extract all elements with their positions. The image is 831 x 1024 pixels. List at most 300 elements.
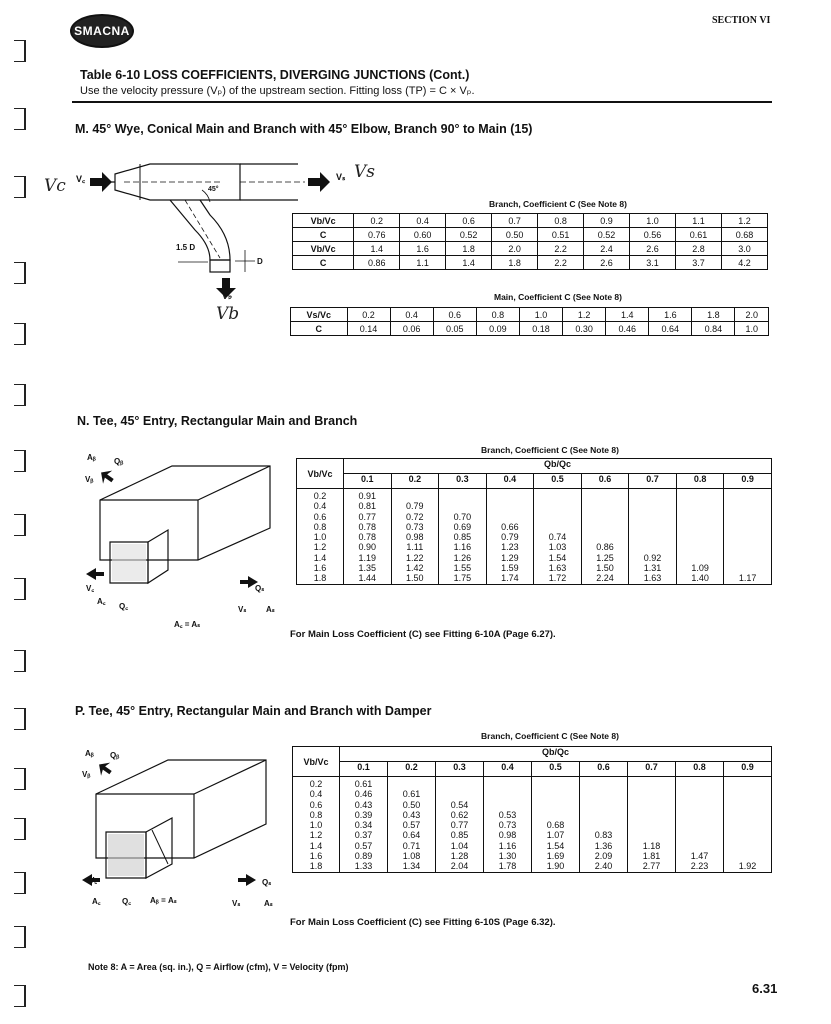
column-header: 0.8 <box>676 474 724 489</box>
row-labels <box>293 777 340 873</box>
table-cell <box>628 789 675 799</box>
table-cell <box>534 501 581 511</box>
tee-n-qc: Q꜀ <box>119 602 128 611</box>
arrow-icon <box>308 172 330 192</box>
binder-ring <box>14 650 26 672</box>
table-cell <box>629 491 676 501</box>
table-cell <box>628 779 675 789</box>
binder-ring <box>14 262 26 284</box>
value-column <box>724 777 772 873</box>
smacna-logo: SMACNA <box>70 14 134 48</box>
arrow-icon <box>86 568 104 580</box>
row-label: 1.8 <box>309 861 323 872</box>
table-cell: 0.53 <box>498 809 517 820</box>
table-cell: 0.85 <box>453 532 472 543</box>
table-cell: 0.76 <box>354 228 400 242</box>
table-cell: 0.09 <box>476 322 519 336</box>
column-header: 0.3 <box>439 474 487 489</box>
table-cell: 0.69 <box>453 521 472 532</box>
table-cell: 1.4 <box>354 242 400 256</box>
table-cell: 1.4 <box>446 256 492 270</box>
table-cell: 0.6 <box>433 308 476 322</box>
row-label: Vb/Vc <box>293 242 354 256</box>
row-label: 1.0 <box>313 532 327 543</box>
table-cell: 2.2 <box>538 242 584 256</box>
value-column <box>724 489 772 585</box>
table-cell <box>580 789 627 799</box>
table-cell: 0.78 <box>358 521 377 532</box>
column-header: 0.9 <box>724 474 772 489</box>
table-cell: 1.11 <box>406 542 424 553</box>
table-cell: 0.77 <box>450 820 469 831</box>
table-cell: 1.44 <box>358 573 377 584</box>
table-cell <box>534 522 581 532</box>
table-cell <box>580 810 627 820</box>
table-row <box>293 242 768 256</box>
value-column <box>436 777 484 873</box>
row-label: C <box>293 256 354 270</box>
binder-ring <box>14 708 26 730</box>
table-cell: 2.09 <box>594 851 613 862</box>
table-cell <box>724 800 771 810</box>
table-cell: 0.34 <box>354 820 373 831</box>
table-cell: 3.7 <box>676 256 722 270</box>
table-cell <box>580 779 627 789</box>
table-cell: 0.4 <box>400 214 446 228</box>
table-cell <box>388 779 435 789</box>
table-cell <box>532 789 579 799</box>
table-cell: 1.04 <box>450 840 469 851</box>
table-cell: 0.98 <box>406 532 424 543</box>
table-cell <box>580 820 627 830</box>
table-cell: 1.03 <box>548 542 567 553</box>
table-cell: 1.8 <box>692 308 735 322</box>
table-cell: 0.89 <box>354 851 373 862</box>
table-cell <box>676 789 723 799</box>
tee-n-ac: A꜀ <box>97 597 106 606</box>
table-cell: 0.66 <box>501 521 519 532</box>
column-header: 0.6 <box>581 474 629 489</box>
tee-p-footnote: For Main Loss Coefficient (C) see Fitting 6-10S (Page 6.32). <box>290 917 556 928</box>
table-cell: 1.69 <box>546 851 565 862</box>
title-rule <box>72 101 772 103</box>
table-cell: 1.78 <box>498 861 517 872</box>
binder-ring <box>14 384 26 406</box>
wye-vb-label: V♭ <box>222 291 233 301</box>
table-cell: 1.0 <box>630 214 676 228</box>
table-cell: 0.74 <box>548 532 567 543</box>
section-label: SECTION VI <box>712 15 771 26</box>
arrow-icon <box>90 172 112 192</box>
table-cell: 2.04 <box>450 861 469 872</box>
table-cell: 0.64 <box>649 322 692 336</box>
value-column <box>486 489 534 585</box>
table-cell <box>436 779 483 789</box>
tee-p-qb: Qᵦ <box>110 751 120 760</box>
table-cell: 0.8 <box>538 214 584 228</box>
section-m-title: M. 45° Wye, Conical Main and Branch with 45° Elbow, Branch 90° to Main (15) <box>75 122 533 136</box>
table-cell: 1.35 <box>358 563 377 574</box>
row-label: 0.8 <box>313 521 327 532</box>
table-cell: 0.85 <box>450 830 469 841</box>
table-cell: 0.60 <box>400 228 446 242</box>
wye-main-table <box>290 307 769 336</box>
table-cell: 2.77 <box>642 861 661 872</box>
table-row <box>293 256 768 270</box>
table-cell: 2.24 <box>596 573 614 584</box>
table-cell <box>677 522 724 532</box>
column-header: 0.2 <box>391 474 439 489</box>
table-cell: 1.6 <box>400 242 446 256</box>
table-cell: 1.28 <box>450 851 469 862</box>
table-cell <box>724 820 771 830</box>
table-cell: 1.55 <box>453 563 472 574</box>
table-cell: 1.75 <box>453 573 472 584</box>
table-cell <box>582 491 629 501</box>
tee-p-qs: Qₛ <box>262 878 272 887</box>
table-cell: 3.1 <box>630 256 676 270</box>
table-cell: 0.57 <box>402 820 421 831</box>
tee-p-eq: Aᵦ = Aₛ <box>150 896 177 905</box>
column-header: 0.1 <box>340 762 388 777</box>
table-cell: 1.1 <box>400 256 446 270</box>
table-cell: 1.34 <box>402 861 421 872</box>
table-cell: 2.40 <box>594 861 613 872</box>
table-cell: 2.0 <box>735 308 769 322</box>
row-label: 0.2 <box>309 779 323 789</box>
table-cell <box>436 789 483 799</box>
table-cell: 0.46 <box>606 322 649 336</box>
table-cell: 1.6 <box>649 308 692 322</box>
table-cell: 1.36 <box>594 840 613 851</box>
table-cell <box>676 830 723 840</box>
table-cell: 0.70 <box>453 511 472 522</box>
table-cell <box>724 789 771 799</box>
table-subtitle: Use the velocity pressure (Vₚ) of the upstream section. Fitting loss (TP) = C × Vₚ. <box>80 85 475 97</box>
table-cell: 0.73 <box>498 820 517 831</box>
table-cell: 1.50 <box>406 573 424 584</box>
table-cell: 2.23 <box>690 861 709 872</box>
row-label: 1.6 <box>313 563 327 574</box>
table-cell: 1.07 <box>546 830 565 841</box>
handwritten-vc: Vc <box>44 176 66 196</box>
table-cell: 0.52 <box>446 228 492 242</box>
table-cell <box>582 532 629 542</box>
column-header-row <box>293 762 772 777</box>
table-cell: 1.26 <box>453 552 472 563</box>
table-cell <box>676 779 723 789</box>
table-cell <box>439 501 486 511</box>
table-cell: 0.61 <box>354 779 373 789</box>
table-cell <box>676 841 723 851</box>
table-cell: 1.90 <box>546 861 565 872</box>
group-header: Qb/Qc <box>340 747 772 762</box>
table-cell: 0.43 <box>354 799 373 810</box>
row-label: 1.0 <box>309 820 323 831</box>
table-cell <box>724 841 771 851</box>
table-cell: 0.86 <box>354 256 400 270</box>
table-cell <box>724 553 771 563</box>
table-cell: 0.92 <box>643 552 662 563</box>
table-row <box>291 322 769 336</box>
table-cell <box>724 830 771 840</box>
table-cell: 1.30 <box>498 851 517 862</box>
value-column <box>344 489 392 585</box>
table-cell: 0.79 <box>406 501 424 512</box>
table-cell: 1.74 <box>501 573 519 584</box>
value-column <box>628 777 676 873</box>
table-cell: 0.06 <box>390 322 433 336</box>
table-cell: 1.40 <box>691 573 709 584</box>
table-cell: 0.50 <box>402 799 421 810</box>
table-cell: 1.08 <box>402 851 421 862</box>
table-cell <box>677 542 724 552</box>
row-label: 0.6 <box>309 799 323 810</box>
tee-p-vc: V꜀ <box>89 876 98 885</box>
table-cell: 0.72 <box>406 511 424 522</box>
table-cell: 0.54 <box>450 799 469 810</box>
table-cell <box>724 491 771 501</box>
header-row <box>297 459 772 474</box>
table-cell: 1.33 <box>354 861 373 872</box>
handwritten-vb: Vb <box>216 304 240 324</box>
table-cell: 1.81 <box>642 851 661 862</box>
table-cell: 1.4 <box>606 308 649 322</box>
note-8: Note 8: A = Area (sq. in.), Q = Airflow (cfm), V = Velocity (fpm) <box>88 962 349 972</box>
tee-p-ac: A꜀ <box>92 897 101 906</box>
table-cell: 1.8 <box>492 256 538 270</box>
row-label: C <box>293 228 354 242</box>
table-cell: 0.86 <box>596 542 614 553</box>
binder-ring <box>14 108 26 130</box>
table-cell: 0.30 <box>563 322 606 336</box>
table-cell <box>628 820 675 830</box>
table-cell <box>532 779 579 789</box>
binder-ring <box>14 514 26 536</box>
tee-n-vs: Vₛ <box>238 605 247 614</box>
table-cell: 0.05 <box>433 322 476 336</box>
table-cell <box>724 542 771 552</box>
binder-ring <box>14 450 26 472</box>
table-cell: 0.18 <box>519 322 562 336</box>
table-cell: 2.6 <box>630 242 676 256</box>
row-label: Vb/Vc <box>293 214 354 228</box>
page-number: 6.31 <box>752 981 778 996</box>
table-cell: 0.71 <box>402 840 421 851</box>
table-cell: 0.77 <box>358 511 377 522</box>
column-header: 0.7 <box>628 762 676 777</box>
table-cell <box>677 512 724 522</box>
table-cell <box>677 491 724 501</box>
table-cell: 1.17 <box>738 573 757 584</box>
value-column <box>484 777 532 873</box>
tee-n-eq: A꜀ = Aₛ <box>174 620 201 629</box>
row-label: 1.6 <box>309 851 323 862</box>
table-cell: 0.52 <box>584 228 630 242</box>
handwritten-vs: Vs <box>354 162 376 182</box>
table-cell <box>484 779 531 789</box>
table-cell: 1.1 <box>676 214 722 228</box>
value-column <box>340 777 388 873</box>
binder-ring <box>14 40 26 62</box>
arrow-icon <box>94 758 115 779</box>
column-header: 0.3 <box>436 762 484 777</box>
wye-branch-table <box>292 213 768 270</box>
table-cell: 0.62 <box>450 809 469 820</box>
table-cell: 0.61 <box>402 789 421 800</box>
table-cell: 1.92 <box>738 861 757 872</box>
tee-n-qs: Qₛ <box>255 584 265 593</box>
wye-vc-label: V꜀ <box>76 174 86 184</box>
table-cell <box>487 512 534 522</box>
table-cell: 0.68 <box>546 820 565 831</box>
binder-ring <box>14 768 26 790</box>
tee-n-qb: Qᵦ <box>114 457 124 466</box>
value-column <box>676 777 724 873</box>
table-cell <box>534 512 581 522</box>
table-cell <box>392 491 439 501</box>
tee-p-qc: Q꜀ <box>122 897 131 906</box>
column-header: 0.7 <box>629 474 677 489</box>
table-cell: 3.0 <box>721 242 767 256</box>
table-cell: 2.4 <box>584 242 630 256</box>
table-cell <box>676 810 723 820</box>
tee-diagram-n <box>80 448 290 628</box>
table-cell: 0.46 <box>354 789 373 800</box>
table-cell: 0.39 <box>354 809 373 820</box>
table-cell <box>677 553 724 563</box>
tee-n-ab: Aᵦ <box>87 453 96 462</box>
value-column <box>391 489 439 585</box>
section-p-title: P. Tee, 45° Entry, Rectangular Main and Branch with Damper <box>75 704 432 718</box>
table-cell <box>724 810 771 820</box>
value-column <box>676 489 724 585</box>
table-cell: 0.57 <box>354 840 373 851</box>
table-cell <box>439 491 486 501</box>
value-column <box>629 489 677 585</box>
tee-p-table <box>292 746 772 873</box>
table-cell: 0.43 <box>402 809 421 820</box>
binder-ring <box>14 176 26 198</box>
table-cell <box>629 522 676 532</box>
table-cell <box>724 501 771 511</box>
binder-ring <box>14 323 26 345</box>
table-cell: 1.2 <box>563 308 606 322</box>
table-cell: 0.14 <box>347 322 390 336</box>
wye-angle-label: 45° <box>208 186 219 193</box>
table-cell <box>487 491 534 501</box>
tee-p-caption: Branch, Coefficient C (See Note 8) <box>481 731 619 741</box>
table-cell: 0.6 <box>446 214 492 228</box>
value-column <box>388 777 436 873</box>
table-cell <box>582 501 629 511</box>
table-cell: 0.83 <box>594 830 613 841</box>
table-cell: 2.0 <box>492 242 538 256</box>
table-cell <box>724 532 771 542</box>
header-row <box>293 747 772 762</box>
row-label: 0.4 <box>309 789 323 800</box>
table-cell <box>582 512 629 522</box>
value-column <box>534 489 582 585</box>
table-cell: 0.91 <box>358 491 377 501</box>
table-cell: 0.78 <box>358 532 377 543</box>
tee-n-table <box>296 458 772 585</box>
table-cell: 0.79 <box>501 532 519 543</box>
column-header: 0.5 <box>534 474 582 489</box>
table-cell: 1.54 <box>546 840 565 851</box>
table-cell: 1.23 <box>501 542 519 553</box>
binder-ring <box>14 985 26 1007</box>
table-cell: 1.42 <box>406 563 424 574</box>
binder-ring <box>14 818 26 840</box>
column-header: 0.4 <box>486 474 534 489</box>
body-row <box>293 777 772 873</box>
table-cell: 1.63 <box>643 573 662 584</box>
value-column <box>532 777 580 873</box>
body-row <box>297 489 772 585</box>
table-cell <box>724 779 771 789</box>
table-row <box>291 308 769 322</box>
tee-n-as: Aₛ <box>266 605 275 614</box>
row-label: 0.6 <box>313 511 327 522</box>
column-header-row <box>297 474 772 489</box>
table-cell: 0.7 <box>492 214 538 228</box>
row-label: 1.2 <box>313 542 327 553</box>
tee-p-vb: Vᵦ <box>82 770 91 779</box>
value-column <box>439 489 487 585</box>
table-cell: 0.64 <box>402 830 421 841</box>
table-cell <box>676 800 723 810</box>
row-header: Vb/Vc <box>297 459 344 489</box>
column-header: 0.6 <box>580 762 628 777</box>
table-cell: 1.0 <box>519 308 562 322</box>
table-cell <box>487 501 534 511</box>
table-cell: 0.51 <box>538 228 584 242</box>
table-cell <box>628 800 675 810</box>
table-row <box>293 228 768 242</box>
column-header: 0.9 <box>724 762 772 777</box>
value-column <box>580 777 628 873</box>
row-label: 0.8 <box>309 809 323 820</box>
table-cell <box>484 789 531 799</box>
row-label: 1.4 <box>309 840 323 851</box>
column-header: 0.8 <box>676 762 724 777</box>
table-cell: 1.72 <box>548 573 567 584</box>
table-cell: 0.2 <box>354 214 400 228</box>
table-cell: 0.50 <box>492 228 538 242</box>
row-header: Vb/Vc <box>293 747 340 777</box>
table-cell <box>724 851 771 861</box>
binder-ring <box>14 872 26 894</box>
wye-vs-label: Vₛ <box>336 172 346 182</box>
table-cell: 0.56 <box>630 228 676 242</box>
row-label: 1.2 <box>309 830 323 841</box>
table-cell: 0.4 <box>390 308 433 322</box>
table-cell <box>534 491 581 501</box>
table-cell: 0.98 <box>498 830 517 841</box>
table-cell <box>629 512 676 522</box>
arrow-icon <box>238 874 256 886</box>
table-cell <box>724 563 771 573</box>
table-cell <box>532 810 579 820</box>
table-cell <box>629 532 676 542</box>
column-header: 0.1 <box>344 474 392 489</box>
tee-p-as: Aₛ <box>264 899 273 908</box>
table-cell: 1.54 <box>548 552 567 563</box>
wye-d-label: D <box>257 257 263 266</box>
table-cell: 1.0 <box>735 322 769 336</box>
table-cell: 0.73 <box>406 521 424 532</box>
